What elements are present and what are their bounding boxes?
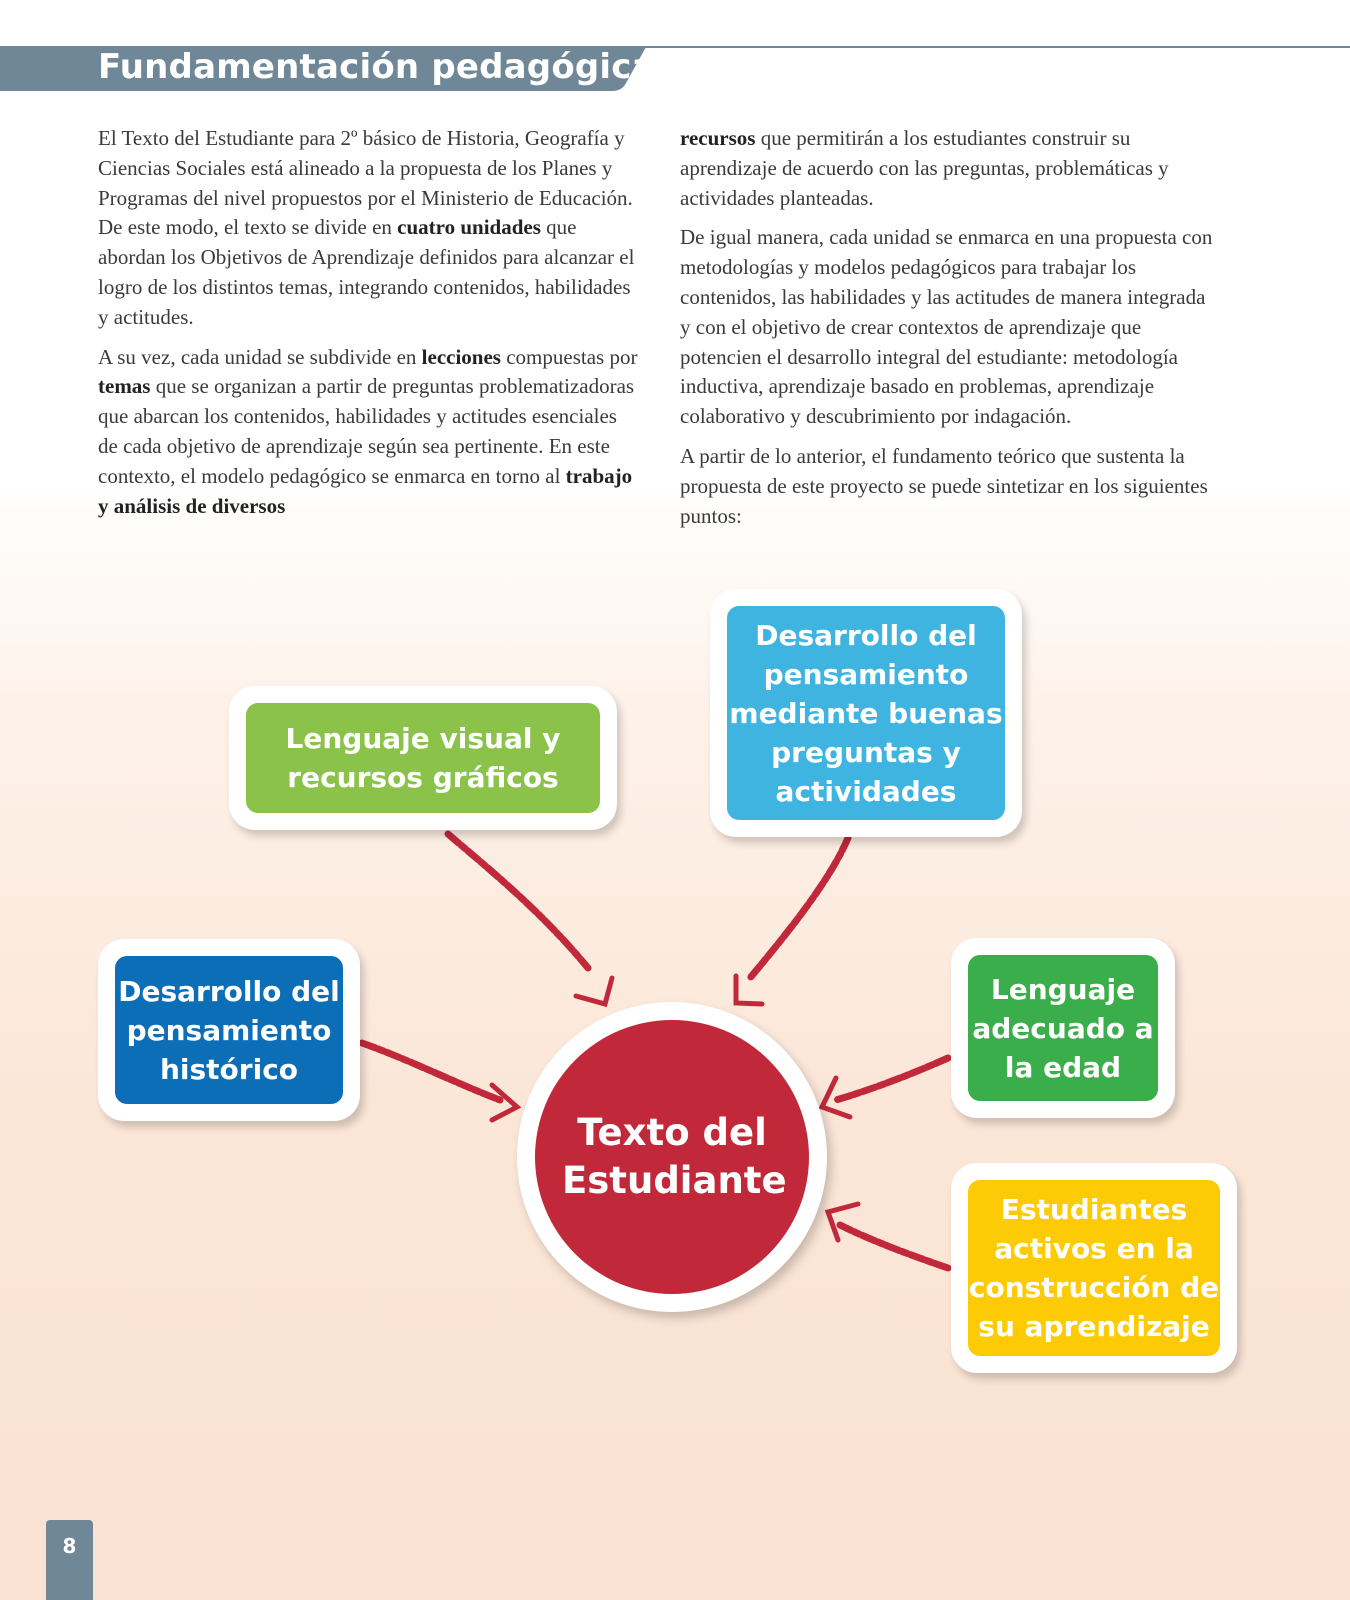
arrowhead-thinking [736,976,762,1004]
node-age-language-box [968,955,1158,1101]
center-node-circle [535,1020,809,1294]
center-node [517,1002,827,1312]
node-visual-language-box [246,703,600,813]
node-label: Desarrollo del pensamiento histórico [118,974,340,1086]
node-active-students-box [968,1180,1220,1356]
node-thinking [710,589,1022,837]
bold-term: recursos [680,126,756,150]
node-thinking-box [727,606,1005,820]
arrowhead-visual [576,978,612,1004]
bold-term: trabajo y análisis de diversos [98,463,633,518]
paragraph: recursos que permitirán a los estudiantes construir su aprendizaje de acuerdo con las preguntas, problemáticas y actividades planteadas. [680,126,1169,210]
page-title: Fundamentación pedagógica [98,47,655,87]
node-historic-thinking [98,939,360,1121]
node-label: Desarrollo del pensamiento mediante buenas preguntas y actividades [729,618,1003,808]
page-number: 8 [46,1520,93,1600]
node-age-language [951,938,1175,1118]
node-historic-thinking-box [115,956,343,1104]
node-label: Lenguaje adecuado a la edad [972,972,1154,1084]
arrow-visual [448,834,588,968]
center-label: Texto del Estudiante [562,1111,787,1202]
bold-term: lecciones [421,344,501,369]
arrow-language [836,1058,948,1100]
node-label: Estudiantes activos en la construcción de su aprendizaje [968,1193,1220,1343]
bold-term: cuatro unidades [397,215,541,240]
arrow-active [840,1225,948,1268]
arrow-thinking [750,838,848,978]
paragraph: A partir de lo anterior, el fundamento teórico que sustenta la propuesta de este proyecto se puede sintetizar en los siguientes puntos: [680,443,1208,528]
node-label: Lenguaje visual y recursos gráficos [285,722,561,794]
bold-term: temas [98,374,151,399]
arrow-historic [362,1043,500,1100]
node-visual-language [229,686,617,830]
arrowhead-historic [492,1085,517,1120]
paragraph: A su vez, cada unidad se subdivide en lecciones compuestas por temas que se organizan a partir de preguntas problematizadoras que abarcan los contenidos, habilidades y actitudes esenciales de cada objetivo de aprendizaje según sea pertinente. En este contexto, el modelo pedagógico se enmarca en torno al trabajo y análisis de diversos [98,344,638,518]
paragraph: De igual manera, cada unidad se enmarca en una propuesta con metodologías y modelos pedagógicos para trabajar los contenidos, las habilidades y las actitudes de manera integrada y con el objetivo de crear contextos de aprendizaje que potencien el desarrollo integral del estudiante: metodología inductiva, aprendizaje basado en problemas, aprendizaje colaborativo y descubrimiento por indagación. [680,225,1213,429]
paragraph: El Texto del Estudiante para 2º básico de Historia, Geografía y Ciencias Sociales está alineado a la propuesta de los Planes y Programas del nivel propuestos por el Ministerio de Educación. De este modo, el texto se divide en cuatro unidades que abordan los Objetivos de Aprendizaje definidos para alcanzar el logro de los distintos temas, integrando contenidos, habilidades y actitudes. [98,126,635,329]
node-active-students [951,1163,1237,1373]
